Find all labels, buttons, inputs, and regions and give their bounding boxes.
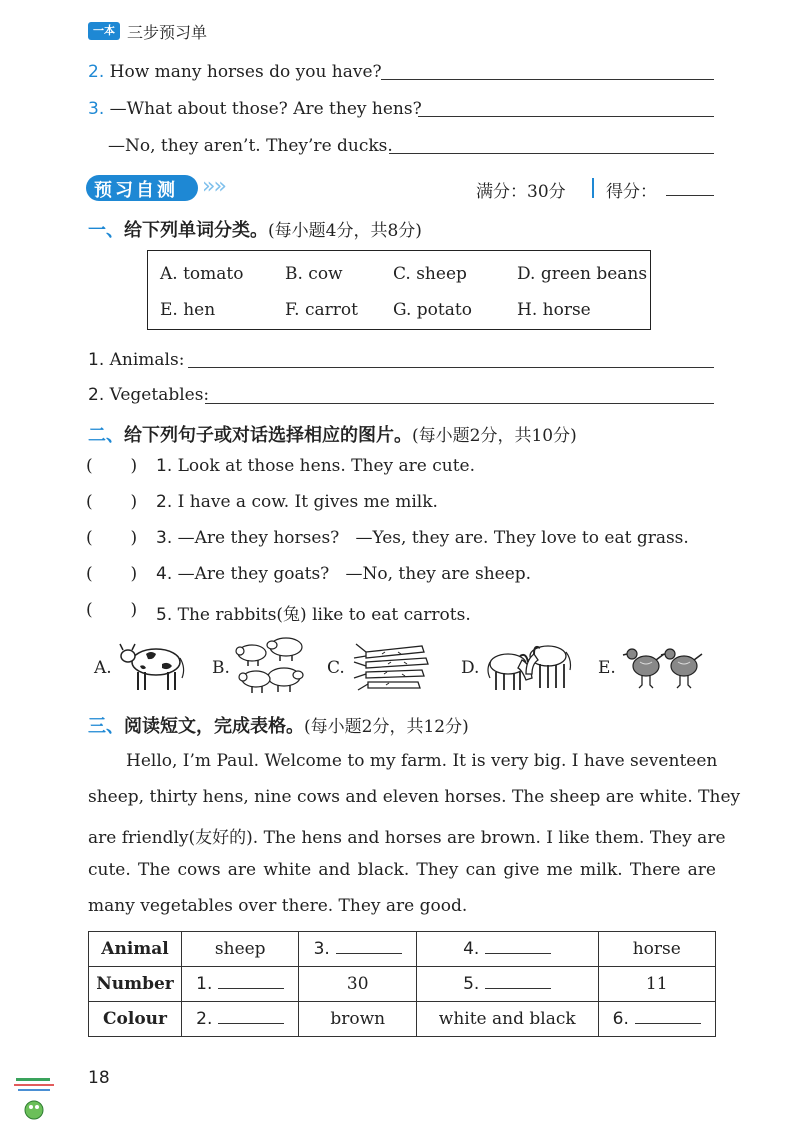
answer-line-q3a[interactable] <box>418 116 714 117</box>
score-divider <box>592 178 594 198</box>
option-b-label: B. <box>212 658 230 678</box>
answer-bracket-1[interactable]: ( ) <box>86 456 138 476</box>
table-cell: horse <box>598 932 716 967</box>
table-cell: sheep <box>182 932 299 967</box>
word-c: C. sheep <box>393 264 467 284</box>
score-label: 得分： <box>606 182 657 202</box>
option-e-label: E. <box>598 658 616 678</box>
row-header-animal: Animal <box>89 932 182 967</box>
answer-line-q3b[interactable] <box>389 153 714 154</box>
reading-line-5: many vegetables over there. They are good. <box>88 896 468 916</box>
top-question-3: 3. —What about those? Are they hens? <box>88 99 422 119</box>
banner-arrows-icon: »» <box>202 174 225 199</box>
word-e: E. hen <box>160 300 216 320</box>
option-d-label: D. <box>461 658 480 678</box>
section1-title: 一、给下列单词分类。(每小题4分，共8分) <box>88 220 422 241</box>
option-a-label: A. <box>94 658 112 678</box>
animals-label: 1. Animals: <box>88 350 185 370</box>
word-a: A. tomato <box>160 264 244 284</box>
hens-icon <box>622 640 710 692</box>
publisher-mark-icon <box>10 1076 58 1126</box>
score-input-line[interactable] <box>666 195 714 196</box>
answer-bracket-2[interactable]: ( ) <box>86 492 138 512</box>
table-blank-5[interactable]: 5. <box>416 967 598 1002</box>
table-cell: white and black <box>416 1002 598 1037</box>
reading-line-2: sheep, thirty hens, nine cows and eleven horses. The sheep are white. They <box>88 787 741 807</box>
word-d: D. green beans <box>517 264 648 284</box>
horses-icon <box>486 636 574 694</box>
cow-icon <box>118 636 188 694</box>
sheep-icon <box>234 633 306 695</box>
option-c-label: C. <box>327 658 345 678</box>
table-blank-2[interactable]: 2. <box>182 1002 299 1037</box>
section3-title: 三、阅读短文，完成表格。(每小题2分，共12分) <box>88 716 469 737</box>
reading-line-1: Hello, I’m Paul. Welcome to my farm. It is very big. I have seventeen <box>126 751 718 771</box>
header-logo-text: 一本 <box>93 24 115 37</box>
word-f: F. carrot <box>285 300 358 320</box>
table-row <box>89 967 716 1002</box>
reading-line-4: cute. The cows are white and black. They can give me milk. There are <box>88 860 716 880</box>
answer-bracket-4[interactable]: ( ) <box>86 564 138 584</box>
table-blank-4[interactable]: 4. <box>416 932 598 967</box>
header-logo <box>88 22 120 40</box>
farm-table <box>88 931 716 1037</box>
word-box <box>147 250 651 330</box>
word-h: H. horse <box>517 300 591 320</box>
carrots-icon <box>352 640 438 692</box>
row-header-number: Number <box>89 967 182 1002</box>
table-blank-6[interactable]: 6. <box>598 1002 716 1037</box>
table-cell: 30 <box>299 967 416 1002</box>
table-row <box>89 1002 716 1037</box>
full-marks: 满分：30分 <box>476 182 566 202</box>
reading-line-3: are friendly(友好的). The hens and horses are brown. I like them. They are <box>88 828 726 848</box>
page-number: 18 <box>88 1068 110 1088</box>
header-title: 三步预习单 <box>127 23 208 42</box>
top-question-2: 2. How many horses do you have? <box>88 62 382 82</box>
vegetables-answer-line[interactable] <box>205 403 714 404</box>
table-cell: brown <box>299 1002 416 1037</box>
table-row <box>89 932 716 967</box>
section2-title: 二、给下列句子或对话选择相应的图片。(每小题2分，共10分) <box>88 425 577 446</box>
word-g: G. potato <box>393 300 472 320</box>
table-blank-3[interactable]: 3. <box>299 932 416 967</box>
banner-title: 预习自测 <box>94 180 178 201</box>
animals-answer-line[interactable] <box>188 367 714 368</box>
table-cell: 11 <box>598 967 716 1002</box>
vegetables-label: 2. Vegetables: <box>88 385 210 405</box>
word-b: B. cow <box>285 264 343 284</box>
row-header-colour: Colour <box>89 1002 182 1037</box>
answer-bracket-3[interactable]: ( ) <box>86 528 138 548</box>
table-blank-1[interactable]: 1. <box>182 967 299 1002</box>
top-question-3-reply: —No, they aren’t. They’re ducks. <box>108 136 393 156</box>
answer-bracket-5[interactable]: ( ) <box>86 600 138 620</box>
answer-line-q2[interactable] <box>381 79 714 80</box>
